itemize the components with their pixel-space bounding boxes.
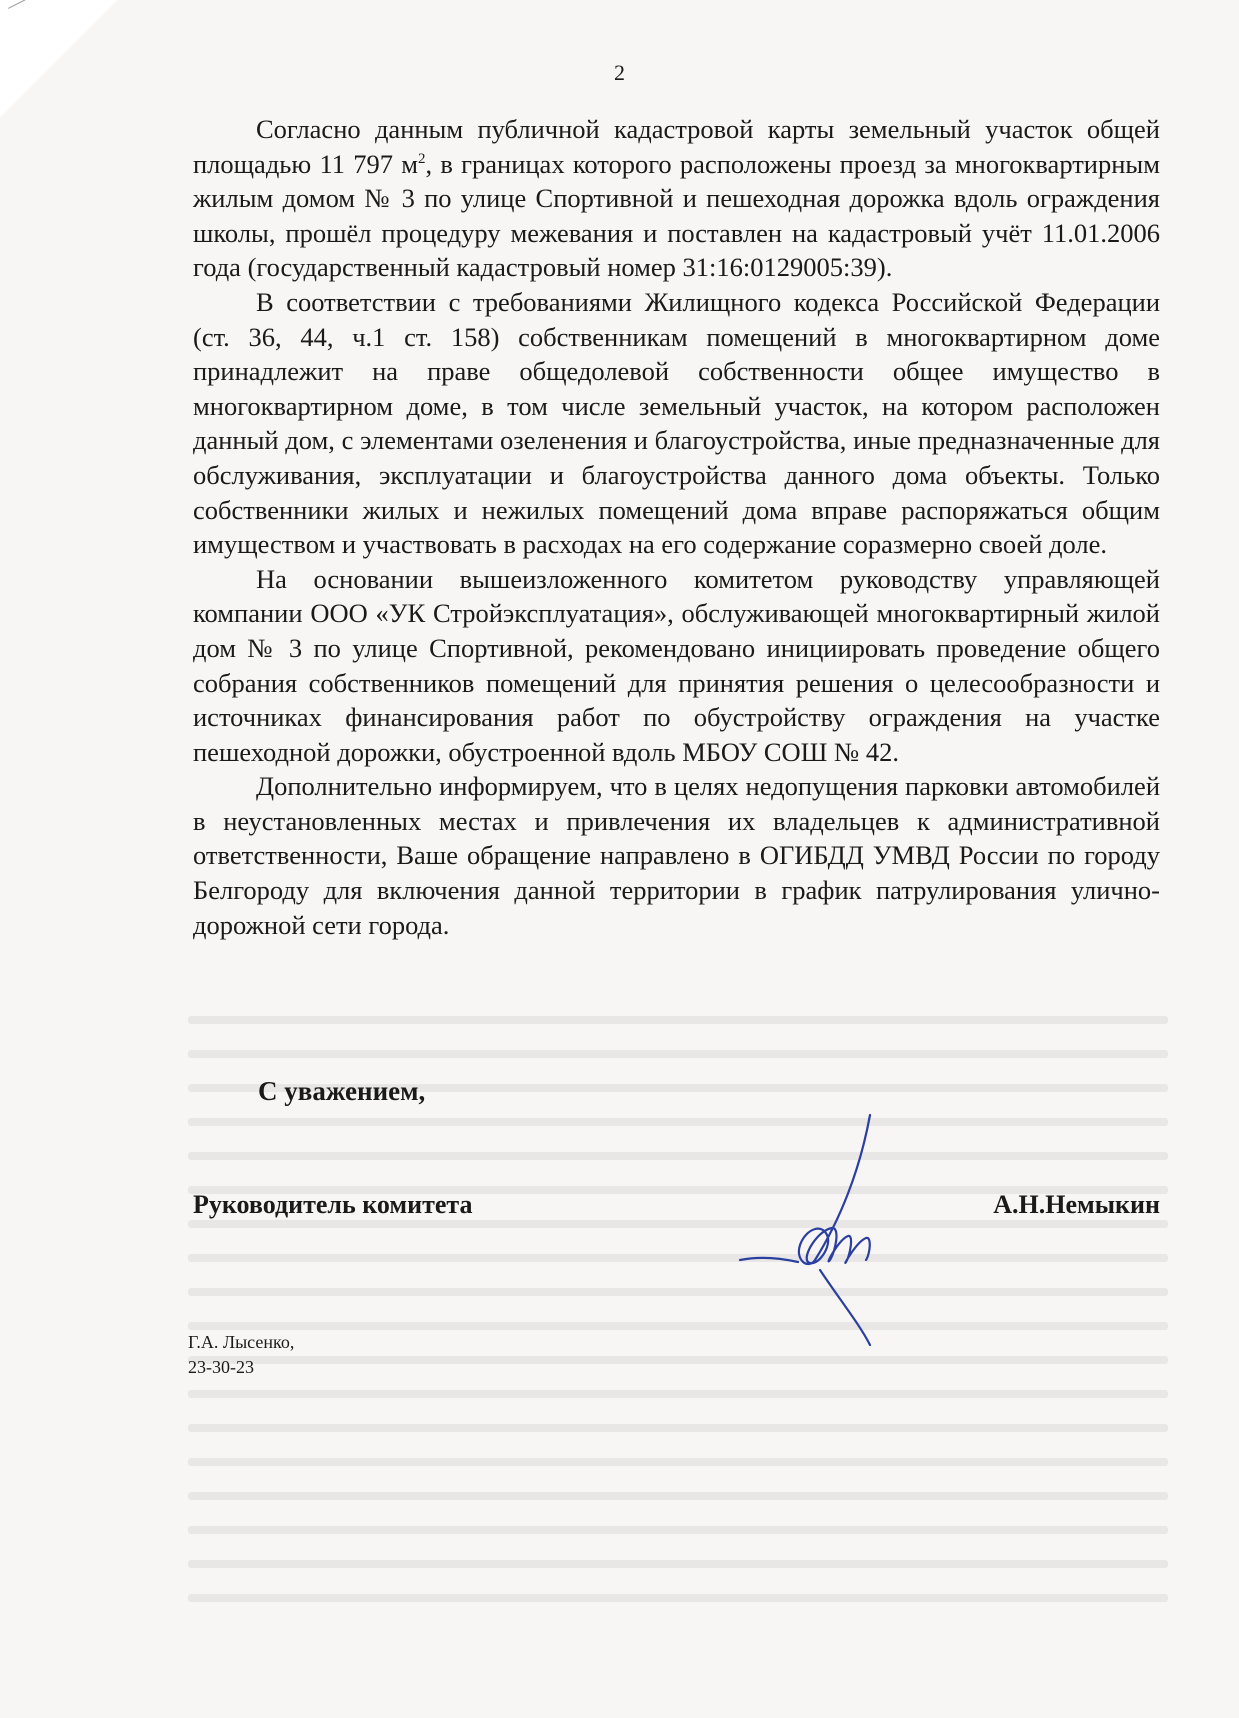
executor-block (188, 1330, 294, 1380)
handwritten-signature (720, 1110, 930, 1370)
signature-row (193, 1190, 1160, 1230)
paragraph-recommendation: На основании вышеизложенного комитетом руководству управляющей компании ООО «УК Стройэксплуатация», обслуживающей многоквартирный жилой дом № 3 по улице Спортивной, рекомендовано инициировать проведение общего собрания собственников помещений для принятия решения о целесообразности и источниках финансирования работ по обустройству ограждения на участке пешеходной дорожки, обустроенной вдоль МБОУ СОШ № 42. (193, 563, 1160, 767)
signer-title: Руководитель комитета (193, 1190, 473, 1219)
area-unit-superscript: 2 (417, 150, 426, 167)
page-number: 2 (614, 60, 625, 85)
paragraph-1-tail: , в границах которого расположены проезд за многоквартирным жилым домом № 3 по улице Спортивной и пешеходная дорожка вдоль ограждения школы, прошёл процедуру межевания и поставлен на кадастровый учёт 11.01.2006 года (государственный кадастровый номер 31:16:0129005:39). (193, 148, 1160, 283)
letter-body (193, 112, 1160, 942)
executor-phone: 23-30-23 (188, 1357, 254, 1377)
paragraph-additional-info: Дополнительно информируем, что в целях недопущения парковки автомобилей в неустановленных местах и привлечения их владельцев к административной ответственности, Ваше обращение направлено в ОГИБДД УМВД России по городу Белгороду для включения данной территории в график патрулирования улично-дорожной сети города. (193, 771, 1160, 940)
executor-name: Г.А. Лысенко, (188, 1332, 295, 1352)
paragraph-cadastral (193, 112, 1160, 285)
paragraph-1-start: Согласно данным публичной кадастровой карты земельный участок общей площадью 11 797 м (193, 114, 1160, 179)
signer-name: А.Н.Немыкин (993, 1190, 1160, 1219)
closing-salutation: С уважением, (258, 1076, 426, 1106)
paragraph-housing-code: В соответствии с требованиями Жилищного кодекса Российской Федерации (ст. 36, 44, ч.1 ст. 158) собственникам помещений в многоквартирном доме принадлежит на праве общедолевой собственности общее имущество в многоквартирном доме, в том числе земельный участок, на котором расположен данный дом, с элементами озеленения и благоустройства, иные предназначенные для обслуживания, эксплуатации и благоустройства данного дома объекты. Только собственники жилых и нежилых помещений дома вправе распоряжаться общим имуществом и участвовать в расходах на его содержание соразмерно своей доле. (193, 286, 1160, 560)
